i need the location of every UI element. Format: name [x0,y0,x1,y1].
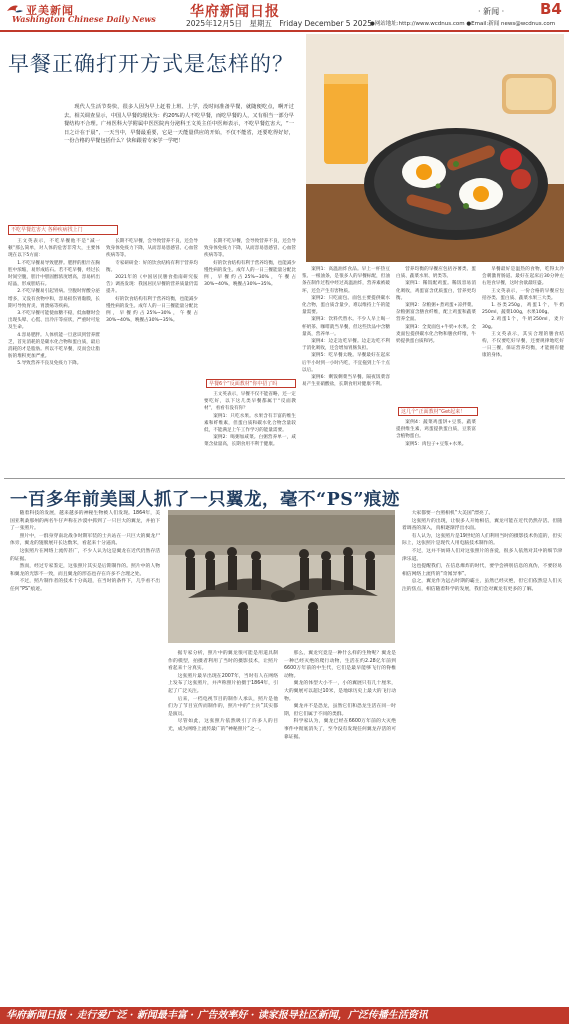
article1-column-5 [482,266,564,474]
paragraph: 有人认为，这张照片是19世纪的人们利用当时的摄影技术伪造的，但实际上，这张照片是现代人用电脑技术制作的。 [402,533,562,547]
paragraph: 翼龙并不是恐龙，虽然它们和恐龙生活在同一时期，但它们属于不同的类群。 [284,704,396,717]
website-info: ●网站地址:http://www.wcdnus.com ●Email:新闻 news@wcdnus.com [370,21,556,27]
paragraph: 王文英表示，早餐不仅不能省略，还一定要吃好，以下这几类早餐都属于“反面教材”，看看有没有你？ [204,392,296,412]
paragraph: 随着科技的发展，越来越多的神秘生物被人们发现。1864年，美国亚利桑那州的两名牛仔声称在沙漠中抓到了一只巨大的翼龙，并拍下了一张照片。 [10,511,160,532]
article1-subhead-2: 早餐6个“反面教材”你中招了吗 [206,379,296,388]
article2-headline: 一百多年前美国人抓了一只翼龙，毫不“PS”痕迹 [10,490,400,510]
breakfast-photo [306,34,564,262]
logo-chinese-name: 亚美新闻 [26,4,74,17]
paragraph: 3.不吃早餐可能使血糖不稳，低血糖时会出现头晕、心慌、出冷汗等症状，严重时可危及生命。 [8,311,100,331]
paragraph: 案例2：喝粥加咸菜。白粥营养单一，咸菜含盐量高，长期食用不利于健康。 [204,435,296,448]
paragraph: 总之，翼龙作为远古时期的霸主，虽然已经灭绝，但它们依然是人们关注的焦点，相信随着科学的发展，我们会对翼龙有更多的了解。 [402,579,562,592]
paragraph: 不过，这并不妨碍人们对这张照片的喜爱，很多人依然对其中的细节津津乐道。 [402,548,562,562]
paragraph: 案例2：杂粮粥+煮鸡蛋+凉拌菜。杂粮粥富含膳食纤维，配上鸡蛋和蔬菜营养全面。 [396,303,476,323]
paragraph: 案例4：蔬菜鸡蛋饼+豆浆。蔬菜提供维生素，鸡蛋提供蛋白质，豆浆富含植物蛋白。 [396,420,476,440]
paragraph: 营养均衡的早餐应包括谷薯类、蛋白质、蔬菜水果、奶类等。 [396,267,476,280]
section-divider [4,478,565,479]
article2-column-1 [10,510,160,1004]
page-number: B4 [540,0,562,18]
paragraph: 照片中，一群身穿南北战争时期军装的士兵站在一只巨大的翼龙尸体旁，翼龙的翅膀展开长达数米，看起来十分逼真。 [10,533,160,547]
paragraph: 科学家认为，翼龙已经在6600万年前的大灭绝事件中彻底消失了，至今没有发现任何翼龙存活的可靠证据。 [284,719,396,740]
paragraph: 翼龙的体型大小不一，小的翼展只有几十厘米，大的翼展可以超过10米，是地球历史上最大的飞行动物。 [284,681,396,702]
paragraph: 早餐最好是温热的食物，吃得太冷会刺激胃肠道。最好在起床后30分钟左右进食早餐，这时食欲最旺盛。 [482,267,564,287]
paragraph: 好的饮食结构有利于营养均衡，也能减少慢性病的发生。成年人的一日三餐能量分配比例，早餐约占25%~30%，午餐占30%~40%，晚餐占30%~35%。 [204,260,296,288]
paragraph: 后来，一档电视节目的制作人承认，照片是他们为了节目宣传而制作的，照片中的“士兵”其实都是演员。 [168,696,278,717]
paragraph: 这张照片最早出现在2007年，当时有人在网络上发布了这张照片，并声称照片拍摄于1864年，引起了广泛关注。 [168,673,278,694]
paragraph: 1.不吃早餐易导致肥胖。肥胖的胆汁在胸腔中浓缩，易形成结石。若不吃早餐，经过长时间空腹，胆汁中胆固醇浓度增高，容易析出结晶，形成胆结石。 [8,260,100,288]
paragraph: 那么，翼龙究竟是一种什么样的生物呢？翼龙是一种已经灭绝的爬行动物，生活在约2.28亿年前到6600万年前的中生代，它们是最早能够飞行的脊椎动物。 [284,651,396,679]
article1-column-4 [396,266,476,404]
article1-subhead-1: 不吃早餐危害大 各种疾病找上门 [8,225,118,235]
date-bar [0,18,569,30]
paragraph: 案例1：高温油炸食品。早上一杯热豆浆、一根油条，是很多人的早餐标配，但油条在制作过程中经过高温油炸，营养素被破坏，还会产生有害物质。 [302,267,390,294]
paragraph: 大家都要一台照相机“大美国”漂亮了。 [411,511,494,516]
article1-subhead-3: 这几个“正面教材”Get起来！ [398,407,478,416]
paragraph: 据专家分析，照片中的翼龙很可能是用道具制作的模型，拍摄者利用了当时的摄影技术，让照片看起来十分真实。 [168,651,278,672]
article2-column-4 [402,510,562,1004]
paragraph: 2.不吃早餐易引起胃病。空腹时胃酸分泌增多，又没有食物中和，容易损伤胃黏膜，长期可导致胃炎、胃溃疡等疾病。 [8,289,100,309]
paragraph: 1.谷类250g，鸡蛋1个，牛奶250ml，蔬菜100g，水果100g。 [482,303,564,316]
paragraph: 这也提醒我们，在信息爆炸的时代，要学会辨别信息的真伪，不要轻易相信网络上流传的“奇闻异事”。 [402,564,562,577]
paragraph: 案例1：稀饭配鸡蛋。稀饭容易消化吸收，鸡蛋富含优质蛋白，营养更均衡。 [396,281,476,301]
paragraph: 王文英表示，不吃早餐他不是“减一顿”那么简单，对人体的危害非常大，主要体现在以下5方面： [8,239,100,259]
paragraph: 2.鸡蛋1个，牛奶250ml，麦片30g。 [482,317,564,330]
article1-headline: 早餐正确打开方式是怎样的？ [8,52,294,76]
paragraph: 案例4：边走边吃早餐。边走边吃不利于消化吸收，还会增加胃肠负担。 [302,339,390,352]
paragraph: 长期不吃早餐，会导致营养不良，还会导致身体免疫力下降，从而容易患感冒、心血管疾病等等。 [204,239,296,259]
paragraph: 尽管如此，这张照片依然吸引了许多人的目光，成为网络上流传最广的“神秘照片”之一。 [168,719,278,732]
paragraph: 2021年的《中国居民膳食指南研究报告》调查发现：我国居民早餐的营养质量仍需提升。 [106,275,198,295]
article1-column-4b [396,419,476,474]
paragraph: 案例3：饮料代替水。不少人早上喝一杯奶茶、咖啡就当早餐，但这些饮品中含糖量高，营养单一。 [302,317,390,337]
paragraph: 4.容易肥胖。人体机能一旦意识到营养匮乏，首先消耗的是碳水化合物和蛋白质，最后消耗的才是脂肪。所以不吃早餐，反而会让脂肪的堆积更加严重。 [8,332,100,360]
soldiers-pterodactyl-illustration [168,510,395,643]
article1-column-1 [8,238,100,474]
footer-banner: 华府新闻日报 · 走行爱广泛 · 新闻最丰富 · 广告效率好 · 读家报导社区新闻，广泛传播生活资讯 [0,1007,569,1024]
paragraph: 然而，经过专家鉴定，这张照片其实是后期制作的。照片中的人物和翼龙的光影不一致，而且翼龙的形态也存在许多不合理之处。 [10,564,160,577]
paragraph: 案例5：肉包子+豆浆+水果。 [405,441,467,447]
paragraph: 案例1：只吃水果。水果含有丰富的维生素和纤维素，但蛋白质和碳水化合物含量较低，不能满足上午工作学习的能量需要。 [204,413,296,434]
logo-english-name: Washington Chinese Daily News [12,14,156,24]
paragraph: 好的饮食结构有利于营养均衡，也能减少慢性病的发生。成年人的一日三餐能量分配比例，早餐约占25%~30%，午餐占30%~40%，晚餐占30%~35%。 [106,296,198,324]
article1-column-2b [204,391,296,474]
paragraph: 这张照片的出现，让很多人开始相信，翼龙可能在近代仍然存活。但随着调查的深入，真相逐渐浮出水面。 [402,518,562,532]
issue-date: 2025年12月5日 星期五 Friday December 5 2025 [186,19,373,28]
paragraph: 案例3：全麦面包+牛奶+水果。全麦面包提供碳水化合物和膳食纤维，牛奶提供蛋白质和钙。 [396,324,476,345]
paragraph: 案例2：只吃面包。面包主要提供碳水化合物，蛋白质含量少，难以维持上午的能量需要。 [302,295,390,316]
article1-column-1b [106,238,198,474]
paper-title: 华府新闻日报 [190,4,280,20]
article1-column-3 [302,266,390,474]
article2-column-3 [284,650,396,1004]
paragraph: 5.导致营养不良及免疫力下降。 [17,361,82,367]
masthead-rule [0,30,569,32]
paragraph: 这张照片在网络上流传甚广，不少人认为这是翼龙在近代仍然存活的证据。 [10,548,160,562]
breakfast-illustration [306,34,564,262]
paragraph: 案例6：剩饭剩菜当早餐。隔夜饭菜容易产生亚硝酸盐，长期食用对健康不利。 [302,375,390,388]
paragraph: 不过，照片制作者的技术十分高超，在当时的条件下，几乎看不出任何“PS”痕迹。 [10,579,160,592]
section-label: · 新闻 · [478,7,505,16]
paragraph: 王文英表示，一份合格的早餐应包括谷类、蛋白质、蔬菜水果三大类。 [482,288,564,301]
paragraph: 王文英表示，其实合理的膳食结构，不仅要吃好早餐，还要规律地吃好一日三餐，保证营养均衡，才能拥有健康的身体。 [482,331,564,359]
paragraph: 专家研研金：好的饮食结构有利于营养均衡。 [106,260,198,273]
paragraph: 长期不吃早餐，会导致营养不良，还会导致身体免疫力下降，从而容易患感冒、心血管疾病等等。 [106,239,198,259]
article1-column-2 [204,238,296,376]
lede-paragraph: 现代人生活节奏快，很多人因为早上赶着上班、上学，没时间准备早餐，就随便吃点，啊开过去。相关调查显示，中国人早餐的现状为：约20%的人不吃早餐，而吃早餐的人，又有相当一部分早餐结构不合理。广州医科大学附属中医医院内分泌科王文英主任中医师表示，不吃早餐危害大，“一日之计在于晨”，一天当中，早餐最重要，它是一天能量供应的开始，不仅不能省，还要吃得好好，一份合格的早餐包括什么？快和跟着专家学一学吧！ [64,104,294,145]
paragraph: 案例5：吃早餐太晚。早餐最好在起床后半小时到一小时内吃，不宜拖到上午十点以后。 [302,353,390,373]
article2-column-2 [168,650,278,1004]
article1-lede [64,103,294,146]
pterodactyl-photo [168,510,395,643]
